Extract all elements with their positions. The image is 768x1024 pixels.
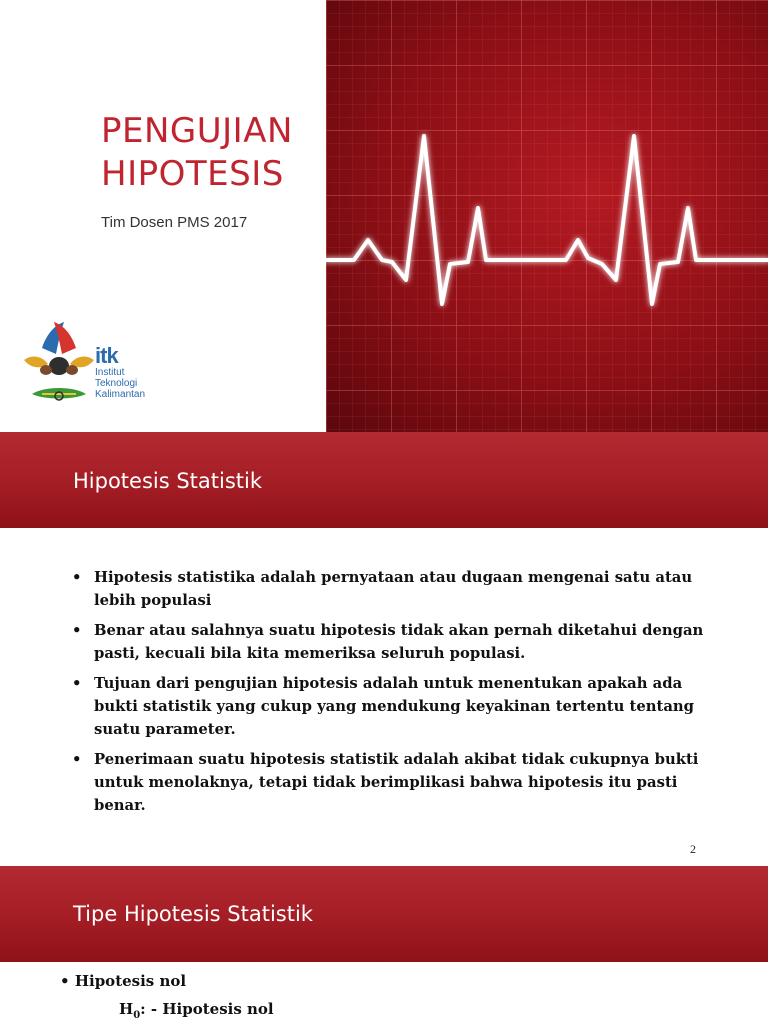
ecg-heartbeat-image [326, 0, 768, 432]
slide-header-bar [0, 432, 768, 528]
slide-heading: Hipotesis Statistik [73, 469, 263, 493]
sub-item [119, 1000, 274, 1021]
slide-title [101, 110, 293, 196]
title-line-1: PENGUJIAN [101, 111, 293, 151]
bullet-dot-icon: • [60, 972, 70, 990]
bullet-text: Penerimaan suatu hipotesis statistik adalah akibat tidak cukupnya bukti untuk menolaknya, tetapi tidak berimplikasi bahwa hipotesis itu pasti benar. [94, 751, 699, 814]
list-item [72, 566, 722, 612]
list-item [72, 619, 722, 665]
list-item [72, 672, 722, 741]
bullet-text: Hipotesis nol [74, 972, 187, 990]
sub-item-text: : - Hipotesis nol [140, 1000, 274, 1018]
bullet-text: Hipotesis statistika adalah pernyataan atau dugaan mengenai satu atau lebih populasi [94, 569, 693, 609]
logo-line-1: Institut [95, 367, 125, 378]
bullet-dot-icon: • [72, 751, 82, 768]
bullet-dot-icon: • [72, 675, 82, 692]
bullet-text: Benar atau salahnya suatu hipotesis tidak akan pernah diketahui dengan pasti, kecuali bila kita memeriksa seluruh populasi. [94, 622, 704, 662]
ecg-grid-graphic [326, 0, 768, 432]
bullet-dot-icon: • [72, 622, 82, 639]
hipotesis-statistik-slide [0, 432, 768, 862]
bullet-dot-icon: • [72, 569, 82, 586]
logo-line-2: Teknologi [95, 378, 138, 389]
slide-header-bar [0, 866, 768, 962]
list-item [60, 972, 186, 990]
logo-brand: itk [95, 343, 118, 368]
bullet-list [72, 566, 722, 824]
logo-line-3: Kalimantan [95, 389, 146, 400]
page-number: 2 [690, 842, 696, 856]
title-line-2: HIPOTESIS [101, 154, 284, 194]
title-slide [0, 0, 768, 432]
itk-logo-text [95, 345, 145, 400]
tipe-hipotesis-slide [0, 866, 768, 1024]
list-item [72, 748, 722, 817]
h-symbol: H [119, 1000, 134, 1018]
h-subscript: 0 [133, 1010, 141, 1021]
slide-subtitle: Tim Dosen PMS 2017 [101, 214, 248, 231]
bullet-text: Tujuan dari pengujian hipotesis adalah untuk menentukan apakah ada bukti statistik yang cukup yang mendukung keyakinan tertentu tentang suatu parameter. [94, 675, 695, 738]
slide-heading: Tipe Hipotesis Statistik [73, 902, 313, 926]
